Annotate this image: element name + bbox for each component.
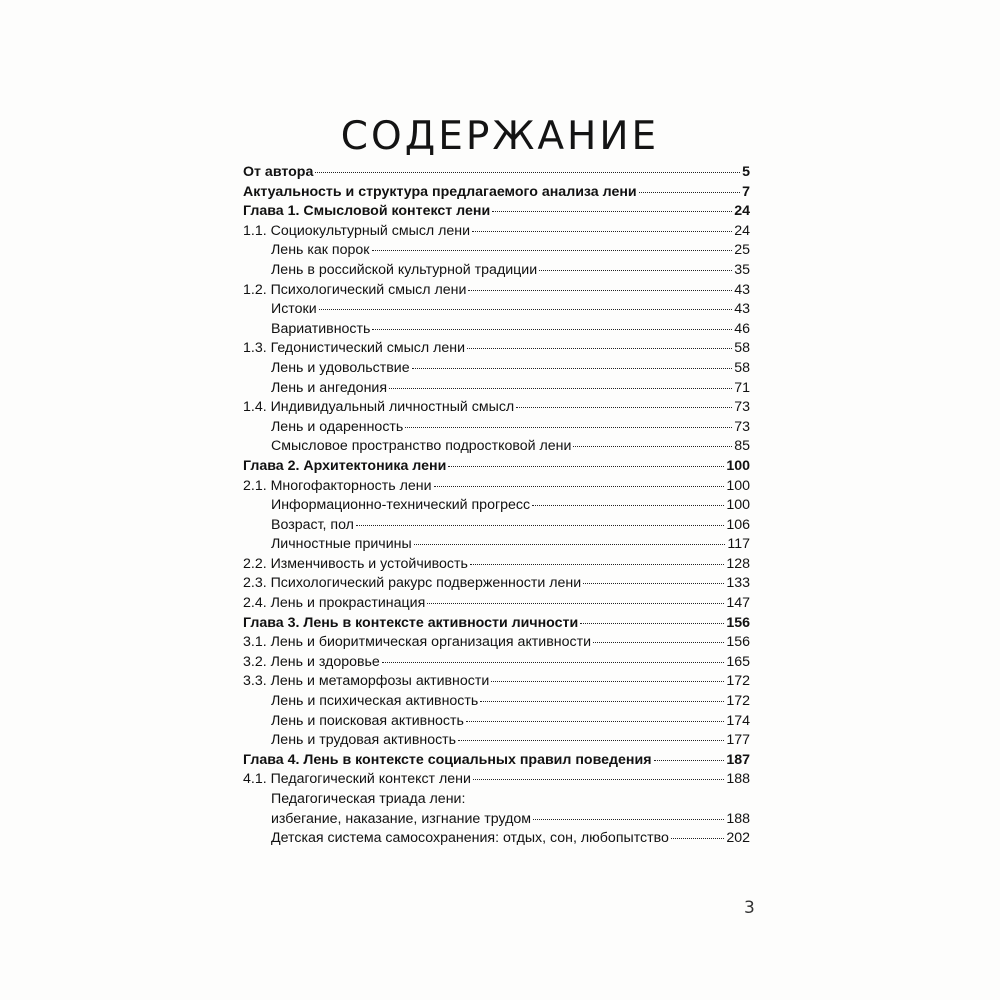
toc-entry-page: 188 xyxy=(726,771,750,788)
toc-leader-dots xyxy=(405,427,732,428)
toc-entry xyxy=(243,829,750,849)
toc-leader-dots xyxy=(472,231,732,232)
toc-leader-dots xyxy=(389,388,732,389)
toc-entry xyxy=(243,359,750,379)
toc-entry-page: 177 xyxy=(726,732,750,749)
toc-entry xyxy=(243,672,750,692)
toc-entry-page: 133 xyxy=(726,575,750,592)
toc-leader-dots xyxy=(319,309,733,310)
toc-entry-page: 172 xyxy=(726,693,750,710)
toc-entry-title: Лень и поисковая активность xyxy=(271,712,464,729)
toc-entry-title: Лень и психическая активность xyxy=(271,693,479,710)
toc-entry-title: Лень в российской культурной традиции xyxy=(271,261,538,278)
toc-entry xyxy=(243,477,750,497)
toc-entry-page: 85 xyxy=(734,438,750,455)
toc-entry-title: Личностные причины xyxy=(271,536,412,553)
toc-entry-title: Лень и одаренность xyxy=(271,418,404,435)
toc-entry xyxy=(243,574,750,594)
toc-entry-page: 100 xyxy=(726,457,750,474)
toc-entry xyxy=(243,300,750,320)
toc-leader-dots xyxy=(593,642,724,643)
toc-entry xyxy=(243,437,750,457)
toc-leader-dots xyxy=(470,564,724,565)
toc-leader-dots xyxy=(492,211,732,212)
toc-entry-page: 35 xyxy=(734,261,750,278)
toc-entry-page: 58 xyxy=(734,359,750,376)
toc-leader-dots xyxy=(356,525,724,526)
toc-leader-dots xyxy=(466,721,724,722)
toc-leader-dots xyxy=(639,192,740,193)
toc-entry-title: Глава 3. Лень в контексте активности личности xyxy=(243,614,579,631)
page-number: 3 xyxy=(744,898,755,918)
toc-entry xyxy=(243,241,750,261)
toc-leader-dots xyxy=(372,250,733,251)
toc-leader-dots xyxy=(448,466,724,467)
toc-leader-dots xyxy=(412,368,733,369)
toc-entry xyxy=(243,261,750,281)
toc-entry xyxy=(243,222,750,242)
toc-entry xyxy=(243,202,750,222)
toc-leader-dots xyxy=(382,662,725,663)
toc-leader-dots xyxy=(372,329,732,330)
toc-entry xyxy=(243,653,750,673)
toc-entry-title: Смысловое пространство подростковой лени xyxy=(271,438,572,455)
toc-entry-page: 100 xyxy=(726,497,750,514)
toc-leader-dots xyxy=(573,446,732,447)
toc-leader-dots xyxy=(315,172,740,173)
toc-entry xyxy=(243,183,750,203)
toc-entry-page: 174 xyxy=(726,712,750,729)
toc-entry xyxy=(243,810,750,830)
toc-entry-page: 156 xyxy=(726,634,750,651)
toc-entry-page: 156 xyxy=(726,614,750,631)
toc-entry-title: Лень и ангедония xyxy=(271,379,388,396)
toc-leader-dots xyxy=(458,740,724,741)
toc-entry xyxy=(243,398,750,418)
toc-entry xyxy=(243,163,750,183)
toc-entry-page: 202 xyxy=(726,830,750,847)
toc-entry xyxy=(243,535,750,555)
toc-entry-page: 24 xyxy=(734,222,750,239)
toc-entry-page: 25 xyxy=(734,242,750,259)
toc-entry-page: 100 xyxy=(726,477,750,494)
toc-entry-title: 2.4. Лень и прокрастинация xyxy=(243,595,426,612)
toc-entry-page: 43 xyxy=(734,301,750,318)
toc-entry xyxy=(243,614,750,634)
toc-entry xyxy=(243,555,750,575)
toc-leader-dots xyxy=(539,270,732,271)
toc-entry xyxy=(243,320,750,340)
toc-entry-title: избегание, наказание, изгнание трудом xyxy=(271,810,532,827)
toc-entry-title: 1.4. Индивидуальный личностный смысл xyxy=(243,399,515,416)
toc-entry-title: Вариативность xyxy=(271,320,371,337)
toc-entry-title: Глава 4. Лень в контексте социальных правил поведения xyxy=(243,751,652,768)
toc-entry-page: 165 xyxy=(726,653,750,670)
toc-entry-title: 1.3. Гедонистический смысл лени xyxy=(243,340,466,357)
toc-leader-dots xyxy=(671,838,724,839)
toc-entry-page: 117 xyxy=(727,536,750,553)
toc-entry-title: Истоки xyxy=(271,301,317,318)
toc-entry xyxy=(243,751,750,771)
toc-entry xyxy=(243,790,750,810)
toc-entry-title: 1.2. Психологический смысл лени xyxy=(243,281,467,298)
toc-entry xyxy=(243,594,750,614)
page-title: СОДЕРЖАНИЕ xyxy=(340,114,660,160)
toc-entry xyxy=(243,457,750,477)
toc-entry-title: 2.1. Многофакторность лени xyxy=(243,477,432,494)
toc-entry-page: 46 xyxy=(734,320,750,337)
toc-leader-dots xyxy=(414,544,726,545)
toc-entry-page: 128 xyxy=(726,555,750,572)
toc-entry-title: Информационно-технический прогресс xyxy=(271,497,531,514)
toc-entry-title: Лень и удовольствие xyxy=(271,359,410,376)
toc-leader-dots xyxy=(532,505,724,506)
toc-entry-title: От автора xyxy=(243,164,314,180)
toc-entry xyxy=(243,731,750,751)
toc-leader-dots xyxy=(491,681,724,682)
toc-entry-title: 2.3. Психологический ракурс подверженности лени xyxy=(243,575,582,592)
toc-entry xyxy=(243,712,750,732)
toc-entry xyxy=(243,281,750,301)
toc-entry-page: 58 xyxy=(734,340,750,357)
toc-entry-title: Лень как порок xyxy=(271,242,370,259)
toc-entry-title: Глава 1. Смысловой контекст лени xyxy=(243,203,491,220)
toc-entry-page: 73 xyxy=(734,399,750,416)
toc-leader-dots xyxy=(427,603,724,604)
toc-leader-dots xyxy=(654,760,725,761)
toc-entry-title: 1.1. Социокультурный смысл лени xyxy=(243,222,471,239)
toc-entry-page: 147 xyxy=(726,595,750,612)
toc-entry-page: 188 xyxy=(726,810,750,827)
toc-entry-title: 3.2. Лень и здоровье xyxy=(243,653,380,670)
table-of-contents xyxy=(243,163,750,849)
toc-entry-page: 187 xyxy=(726,751,750,768)
toc-entry-title: 3.1. Лень и биоритмическая организация активности xyxy=(243,634,592,651)
toc-entry xyxy=(243,496,750,516)
toc-entry-title: 4.1. Педагогический контекст лени xyxy=(243,771,471,788)
toc-entry-title: Детская система самосохранения: отдых, сон, любопытство xyxy=(271,830,669,847)
toc-entry-title: Лень и трудовая активность xyxy=(271,732,457,749)
toc-entry-title: Возраст, пол xyxy=(271,516,354,533)
toc-entry-title: 2.2. Изменчивость и устойчивость xyxy=(243,555,468,572)
toc-leader-dots xyxy=(583,583,724,584)
toc-entry-title: Педагогическая триада лени: xyxy=(271,791,466,807)
toc-leader-dots xyxy=(467,348,732,349)
toc-entry-page: 5 xyxy=(742,164,750,180)
toc-entry-page: 73 xyxy=(734,418,750,435)
toc-entry xyxy=(243,418,750,438)
toc-entry xyxy=(243,379,750,399)
toc-entry xyxy=(243,770,750,790)
toc-entry-page: 106 xyxy=(726,516,750,533)
toc-leader-dots xyxy=(516,407,732,408)
toc-entry-title: 3.3. Лень и метаморфозы активности xyxy=(243,673,490,690)
toc-entry-title: Актуальность и структура предлагаемого анализа лени xyxy=(243,183,637,200)
toc-leader-dots xyxy=(434,486,725,487)
toc-entry-page: 43 xyxy=(734,281,750,298)
toc-leader-dots xyxy=(473,779,724,780)
toc-leader-dots xyxy=(580,623,724,624)
toc-leader-dots xyxy=(533,819,724,820)
toc-entry xyxy=(243,633,750,653)
toc-entry xyxy=(243,339,750,359)
toc-entry xyxy=(243,692,750,712)
toc-leader-dots xyxy=(468,290,732,291)
toc-entry xyxy=(243,516,750,536)
toc-entry-title: Глава 2. Архитектоника лени xyxy=(243,457,447,474)
toc-entry-page: 7 xyxy=(742,183,750,200)
toc-entry-page: 172 xyxy=(726,673,750,690)
toc-entry-page: 24 xyxy=(734,203,750,220)
toc-leader-dots xyxy=(480,701,724,702)
toc-entry-page: 71 xyxy=(734,379,750,396)
